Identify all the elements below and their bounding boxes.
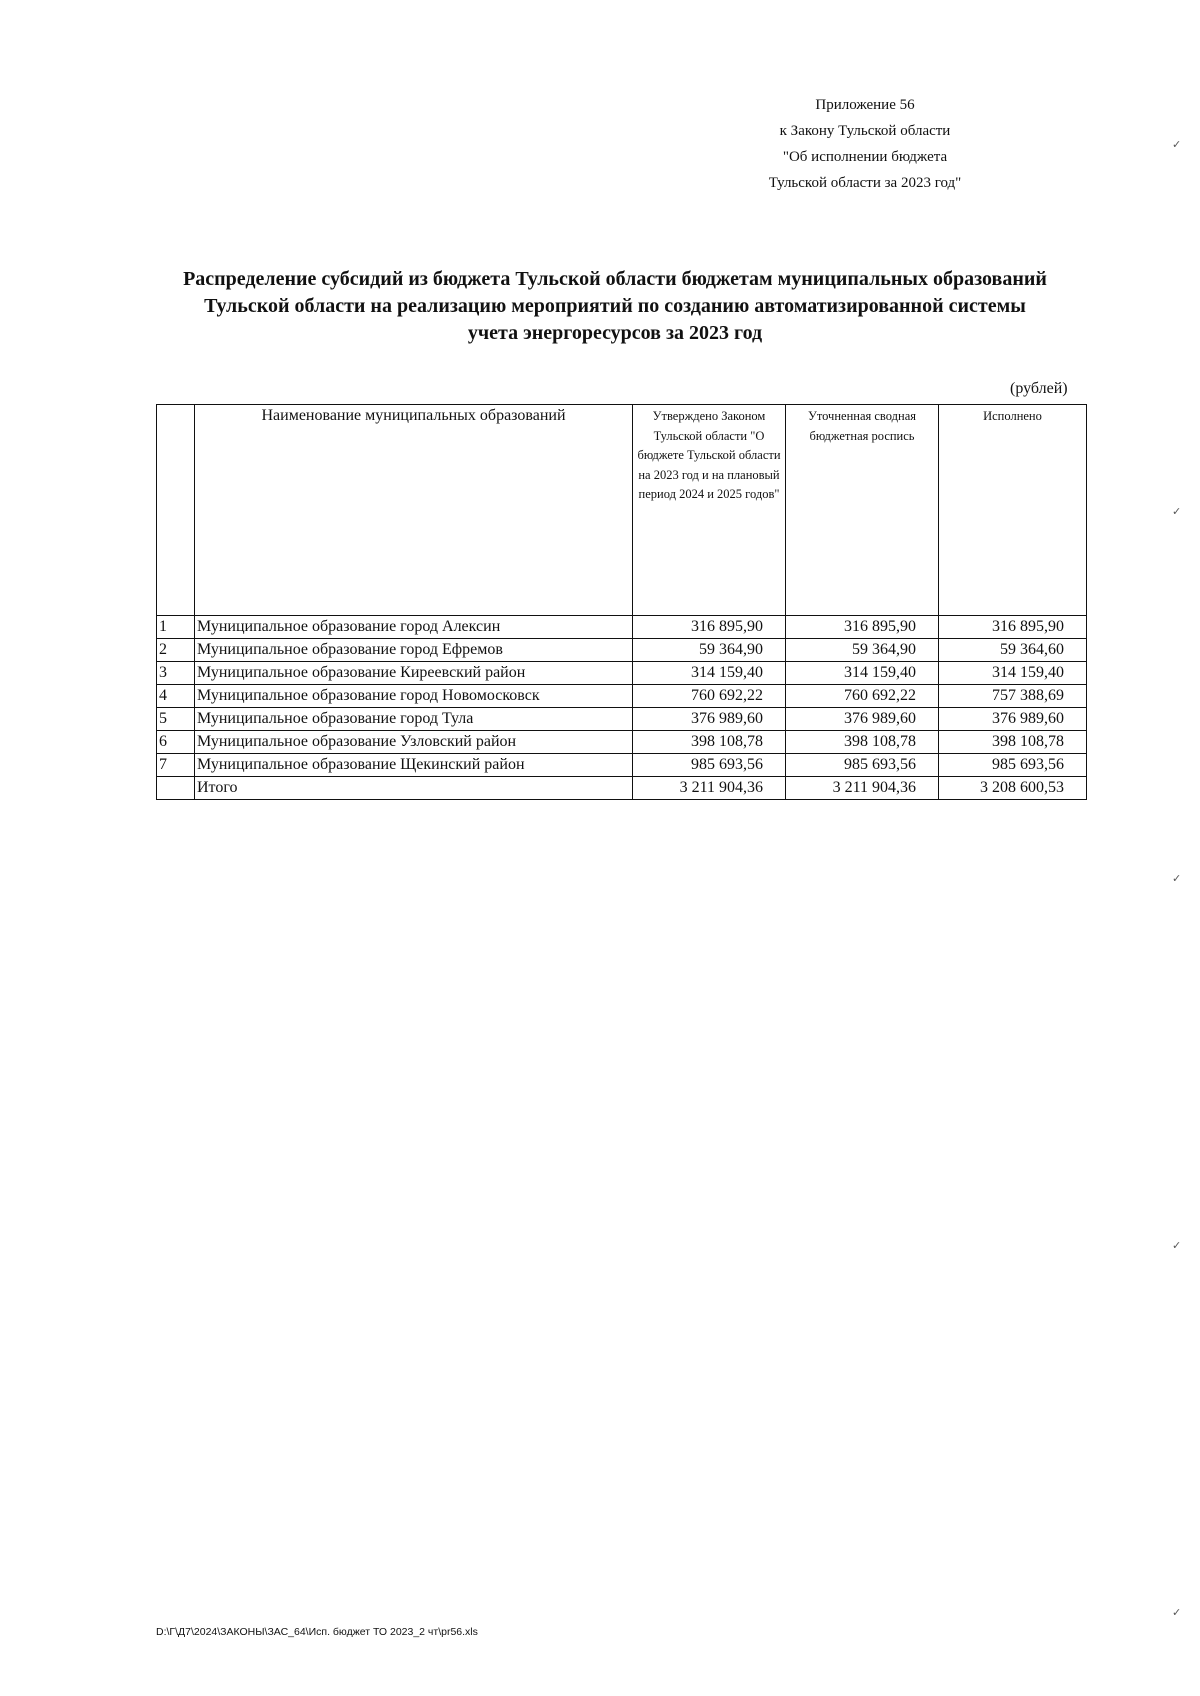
row-refined: 59 364,90 (786, 639, 939, 662)
total-approved: 3 211 904,36 (633, 777, 786, 800)
row-executed: 376 989,60 (939, 708, 1087, 731)
row-approved: 398 108,78 (633, 731, 786, 754)
row-name: Муниципальное образование город Тула (195, 708, 633, 731)
total-executed: 3 208 600,53 (939, 777, 1087, 800)
appendix-header (730, 92, 1000, 196)
header-name: Наименование муниципальных образований (195, 405, 633, 616)
row-number: 2 (157, 639, 195, 662)
row-number: 1 (157, 616, 195, 639)
row-refined: 398 108,78 (786, 731, 939, 754)
row-refined: 376 989,60 (786, 708, 939, 731)
file-path-footer: D:\Г\Д7\2024\ЗАКОНЫ\ЗАС_64\Исп. бюджет ТО 2023_2 чт\pr56.xls (156, 1626, 478, 1638)
appendix-line-4: Тульской области за 2023 год" (768, 175, 962, 191)
table-row (157, 708, 1087, 731)
row-executed: 757 388,69 (939, 685, 1087, 708)
subsidy-table (156, 404, 1087, 800)
scan-mark: ✓ (1172, 505, 1182, 518)
scan-mark: ✓ (1172, 138, 1182, 151)
row-refined: 985 693,56 (786, 754, 939, 777)
row-executed: 398 108,78 (939, 731, 1087, 754)
row-name: Муниципальное образование Узловский район (195, 731, 633, 754)
row-number: 5 (157, 708, 195, 731)
table-total-row (157, 777, 1087, 800)
row-executed: 59 364,60 (939, 639, 1087, 662)
row-refined: 316 895,90 (786, 616, 939, 639)
row-approved: 376 989,60 (633, 708, 786, 731)
title-line-2: Тульской области на реализацию мероприятий по созданию автоматизированной системы (204, 295, 1026, 317)
header-index (157, 405, 195, 616)
row-executed: 314 159,40 (939, 662, 1087, 685)
title-line-3: учета энергоресурсов за 2023 год (467, 322, 763, 344)
total-label: Итого (195, 777, 633, 800)
row-name: Муниципальное образование город Алексин (195, 616, 633, 639)
document-title (130, 266, 1100, 347)
appendix-line-3: "Об исполнении бюджета (782, 149, 948, 165)
appendix-line-1: Приложение 56 (815, 97, 915, 113)
header-approved: Утверждено Законом Тульской области "О бюджете Тульской области на 2023 год и на плановый период 2024 и 2025 годов" (633, 405, 786, 616)
title-line-1: Распределение субсидий из бюджета Тульской области бюджетам муниципальных образований (183, 268, 1047, 290)
row-approved: 314 159,40 (633, 662, 786, 685)
row-approved: 985 693,56 (633, 754, 786, 777)
row-approved: 316 895,90 (633, 616, 786, 639)
row-name: Муниципальное образование город Новомосковск (195, 685, 633, 708)
table-row (157, 731, 1087, 754)
total-number (157, 777, 195, 800)
units-label: (рублей) (1010, 380, 1068, 397)
scan-mark: ✓ (1172, 1606, 1182, 1619)
header-executed: Исполнено (939, 405, 1087, 616)
scan-mark: ✓ (1172, 1239, 1182, 1252)
row-number: 3 (157, 662, 195, 685)
row-approved: 760 692,22 (633, 685, 786, 708)
scan-mark: ✓ (1172, 872, 1182, 885)
row-approved: 59 364,90 (633, 639, 786, 662)
row-number: 6 (157, 731, 195, 754)
table-row (157, 639, 1087, 662)
row-executed: 985 693,56 (939, 754, 1087, 777)
table-row (157, 616, 1087, 639)
table-header-row (157, 405, 1087, 616)
table-row (157, 685, 1087, 708)
row-name: Муниципальное образование Киреевский район (195, 662, 633, 685)
header-refined: Уточненная сводная бюджетная роспись (786, 405, 939, 616)
row-name: Муниципальное образование Щекинский район (195, 754, 633, 777)
row-name: Муниципальное образование город Ефремов (195, 639, 633, 662)
table-row (157, 754, 1087, 777)
table-row (157, 662, 1087, 685)
appendix-line-2: к Закону Тульской области (779, 123, 951, 139)
row-number: 7 (157, 754, 195, 777)
row-refined: 314 159,40 (786, 662, 939, 685)
row-refined: 760 692,22 (786, 685, 939, 708)
row-number: 4 (157, 685, 195, 708)
total-refined: 3 211 904,36 (786, 777, 939, 800)
row-executed: 316 895,90 (939, 616, 1087, 639)
